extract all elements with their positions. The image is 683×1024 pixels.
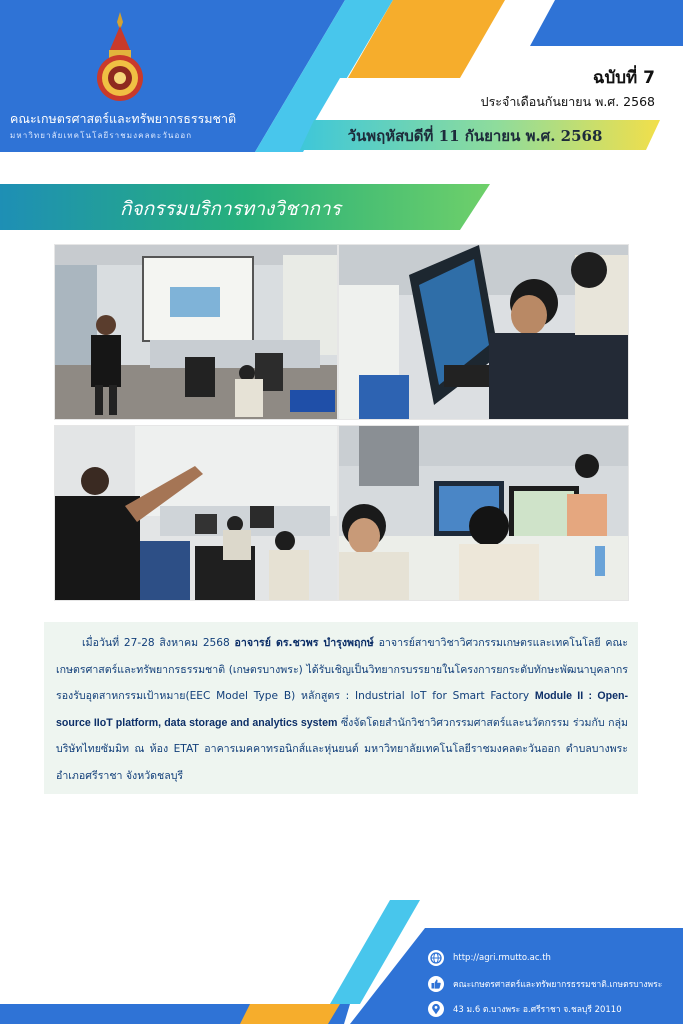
issue-number: ฉบับที่ 7 (592, 68, 655, 88)
footer-website-row[interactable] (428, 950, 551, 966)
photo-instructor-pointing (54, 425, 338, 601)
footer-facebook-row[interactable] (428, 976, 662, 992)
article-part-2: ซึ่งจัดโดยสำนักวิชาวิศวกรรมศาสตร์และนวัตกรรม ร่วมกับ กลุ่มบริษัทไทยซัมมิท ณ ห้อง ETAT อาคารเมคคาทรอนิกส์และหุ่นยนต์ มหาวิทยาลัยเทคโนโลยีราชมงคลตะวันออก ตำบลบางพระ อำเภอศรีราชา จังหวัดชลบุรี (56, 716, 629, 782)
issue-month: ประจำเดือนกันยายน พ.ศ. 2568 (480, 94, 655, 109)
section-title: กิจกรรมบริการทางวิชาการ (120, 198, 341, 220)
article-module: Module II : Open-source IIoT platform, data storage and analytics system (56, 690, 628, 729)
footer-address: 43 ม.6 ต.บางพระ อ.ศรีราชา จ.ชลบุรี 20110 (453, 1005, 622, 1015)
globe-icon (428, 950, 444, 966)
photo-students-lab (338, 425, 629, 601)
issue-date: วันพฤหัสบดีที่ 11 กันยายน พ.ศ. 2568 (347, 127, 603, 145)
footer-address-row (428, 1001, 622, 1017)
article-text-box (44, 622, 638, 794)
university-name: มหาวิทยาลัยเทคโนโลยีราชมงคลตะวันออก (10, 131, 193, 140)
footer-website[interactable]: http://agri.rmutto.ac.th (453, 953, 551, 963)
faculty-name: คณะเกษตรศาสตร์และทรัพยากรธรรมชาติ (10, 111, 237, 126)
location-pin-icon (428, 1001, 444, 1017)
photo-lecture-projector (54, 244, 338, 420)
thumbs-up-icon (428, 976, 444, 992)
article-lead: เมื่อวันที่ 27-28 สิงหาคม 2568 (82, 637, 230, 649)
footer-facebook[interactable]: คณะเกษตรศาสตร์และทรัพยากรธรรมชาติ.เกษตรบางพระ (453, 980, 663, 990)
article-speaker: อาจารย์ ดร.ชวพร บำรุงพฤกษ์ (234, 637, 374, 649)
university-seal-logo (95, 12, 145, 104)
article-paragraph (56, 630, 628, 789)
photo-participant-computer (338, 244, 629, 420)
article-part-1: อาจารย์สาขาวิชาวิศวกรรมเกษตรและเทคโนโลยี คณะเกษตรศาสตร์และทรัพยากรธรรมชาติ (เกษตรบางพระ) ได้รับเชิญเป็นวิทยากรบรรยายในโครงการยกระดับทักษะพัฒนาบุคลากรรองรับอุตสาหกรรมเป้าหมาย(EEC Model Type B) หลักสูตร : Industrial IoT for Smart Factory (56, 637, 628, 702)
